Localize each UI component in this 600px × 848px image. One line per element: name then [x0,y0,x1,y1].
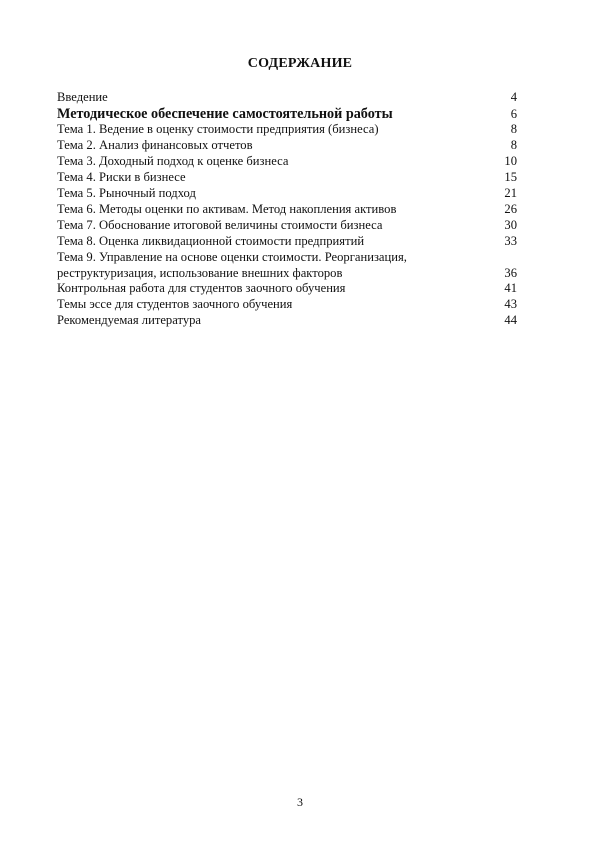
toc-entry-topic-1[interactable] [57,122,517,138]
toc-entry-label: Рекомендуемая литература [57,313,202,328]
toc-entry-page: 41 [504,281,517,296]
toc-entry-methodology[interactable] [57,106,517,123]
toc-entry-page: 6 [510,106,517,121]
toc-entry-label: Введение [57,90,108,104]
toc-entry-control-work[interactable] [57,281,517,297]
toc-entry-label: Тема 7. Обоснование итоговой величины стоимости бизнеса [57,217,383,232]
toc-entry-topic-7[interactable] [57,218,517,234]
toc-entry-literature[interactable] [57,313,517,329]
page-title: СОДЕРЖАНИЕ [247,56,353,71]
toc-entry-introduction[interactable] [57,90,517,106]
toc-entry-page: 8 [510,138,517,153]
toc-entry-page: 26 [504,201,517,216]
toc-entry-label: Контрольная работа для студентов заочного обучения [57,281,346,296]
toc-entry-label: Тема 3. Доходный подход к оценке бизнеса [57,154,289,169]
toc-entry-page: 15 [504,170,517,185]
toc-entry-topic-5[interactable] [57,186,517,202]
toc-entry-label: Тема 5. Рыночный подход [57,186,196,201]
toc-entry-label-line-1: Тема 9. Управление на основе оценки стоимости. Реорганизация, [57,249,407,264]
toc-entry-page: 33 [504,233,517,248]
toc-entry-topic-3[interactable] [57,154,517,170]
toc-entry-label: Тема 6. Методы оценки по активам. Метод накопления активов [57,201,397,216]
toc-entry-label: Тема 2. Анализ финансовых отчетов [57,138,253,153]
toc-entry-label: Методическое обеспечение самостоятельной работы [57,105,393,122]
toc-entry-page: 44 [504,313,517,328]
toc-entry-label [57,250,483,282]
toc-entry-page: 8 [510,122,517,137]
table-of-contents [57,90,517,329]
toc-entry-topic-2[interactable] [57,138,517,154]
toc-entry-label-line-2: реструктуризация, использование внешних факторов [57,265,343,280]
toc-entry-page: 43 [504,297,517,312]
toc-entry-topic-8[interactable] [57,234,517,250]
toc-entry-page: 30 [504,217,517,232]
toc-entry-label: Тема 4. Риски в бизнесе [57,170,186,185]
toc-entry-label: Тема 8. Оценка ликвидационной стоимости предприятий [57,233,365,248]
toc-entry-label: Темы эссе для студентов заочного обучения [57,297,293,312]
toc-entry-topic-6[interactable] [57,202,517,218]
toc-entry-label: Тема 1. Ведение в оценку стоимости предприятия (бизнеса) [57,122,379,137]
toc-entry-page: 10 [504,154,517,169]
toc-entry-essay-topics[interactable] [57,297,517,313]
toc-entry-page: 4 [510,90,517,104]
page-number: 3 [297,795,303,809]
toc-entry-topic-9[interactable] [57,250,517,282]
toc-entry-topic-4[interactable] [57,170,517,186]
toc-entry-page: 21 [504,186,517,201]
toc-entry-page: 36 [504,265,517,280]
